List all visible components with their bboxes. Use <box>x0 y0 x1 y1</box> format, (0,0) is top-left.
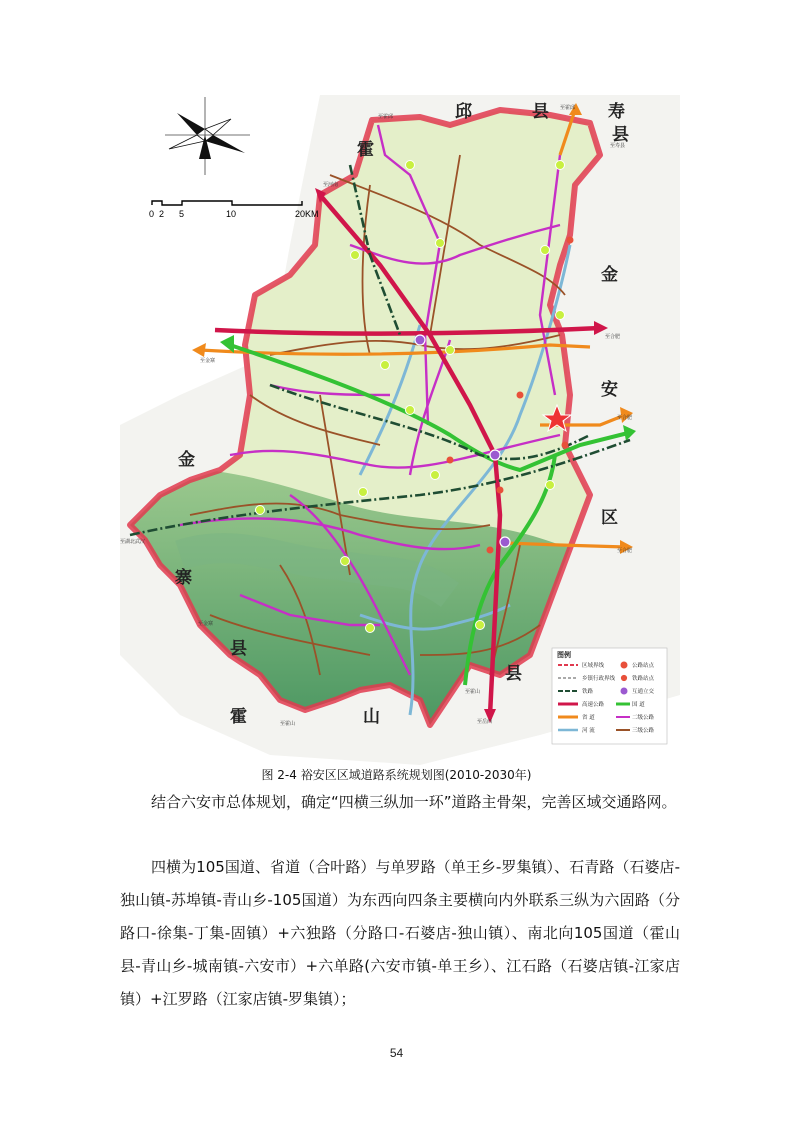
legend-item-label: 区域界线 <box>582 663 605 669</box>
legend-item-label: 河 流 <box>582 728 595 734</box>
body-paragraph-1: 结合六安市总体规划，确定“四横三纵加一环”道路主骨架，完善区域交通路网。 <box>151 793 677 811</box>
dest-label: 至霍邱 <box>560 105 576 111</box>
map-legend <box>552 648 667 744</box>
scale-tick-label: 10 <box>226 209 237 219</box>
dest-label: 至寿县 <box>610 143 626 149</box>
dest-label: 至霍山 <box>465 689 481 695</box>
road-planning-map <box>120 95 680 765</box>
legend-item-label: 二级公路 <box>632 715 655 721</box>
neighbor-label-xian-3: 县 <box>230 639 247 659</box>
legend-title: 图例 <box>557 651 571 659</box>
dest-label: 至岳西 <box>477 719 493 725</box>
dest-label: 至湖北武汉 <box>120 539 146 545</box>
neighbor-label-shou: 寿 <box>608 102 625 122</box>
scale-tick-label: 20KM <box>295 209 319 219</box>
legend-item-label: 高速公路 <box>582 702 605 708</box>
neighbor-label-jin-east: 金 <box>601 265 618 285</box>
legend-item-label: 乡镇行政界线 <box>582 676 616 682</box>
legend-item-label: 铁路站点 <box>632 676 655 682</box>
legend-item-label: 铁路 <box>582 689 594 695</box>
dest-label: 至金寨 <box>198 621 214 627</box>
neighbor-label-qu: 区 <box>601 508 618 528</box>
legend-item-label: 互通立交 <box>632 689 655 695</box>
neighbor-label-an: 安 <box>601 380 618 400</box>
dest-label: 至霍山 <box>280 721 296 727</box>
dest-label: 至金寨 <box>200 358 216 364</box>
dest-label: 至合肥 <box>605 334 621 340</box>
dest-label: 至霍邱 <box>378 114 394 120</box>
neighbor-label-xian-1: 县 <box>532 102 549 122</box>
dest-label: 至合肥 <box>617 548 633 554</box>
neighbor-label-huo-2: 霍 <box>230 707 247 727</box>
dest-label: 至河南 <box>323 182 339 188</box>
scale-tick-label: 0 <box>149 209 155 219</box>
legend-item-label: 国 道 <box>632 702 645 708</box>
neighbor-label-zhai: 寨 <box>175 568 192 588</box>
neighbor-label-shan: 山 <box>363 707 380 727</box>
dest-label: 至合肥 <box>617 415 633 421</box>
neighbor-label-qiu: 邱 <box>455 102 472 122</box>
scale-tick-label: 2 <box>159 209 165 219</box>
legend-item-label: 省 道 <box>582 715 595 721</box>
legend-item-label: 三级公路 <box>632 728 655 734</box>
neighbor-label-jin-west: 金 <box>178 450 195 470</box>
body-paragraph-2: 四横为105国道、省道（合叶路）与单罗路（单王乡-罗集镇）、石青路（石婆店-独山镇-苏埠镇-青山乡-105国道）为东西向四条主要横向内外联系三纵为六固路（分路口-徐集-丁集-固镇）+六独路（分路口-石婆店-独山镇）、南北向105国道（霍山县-青山乡-城南镇-六安市）+六单路(六安市镇-单王乡）、江石路（石婆店镇-江家店镇）+江罗路（江家店镇-罗集镇）； <box>120 858 680 1008</box>
scale-tick-label: 5 <box>179 209 185 219</box>
neighbor-label-xian-2: 县 <box>612 125 629 145</box>
figure-caption: 图 2-4 裕安区区域道路系统规划图(2010-2030年) <box>261 768 532 782</box>
neighbor-label-huo: 霍 <box>357 140 374 160</box>
legend-item-label: 公路站点 <box>632 663 655 669</box>
neighbor-label-xian-4: 县 <box>505 664 522 684</box>
page-number: 54 <box>389 1046 404 1060</box>
